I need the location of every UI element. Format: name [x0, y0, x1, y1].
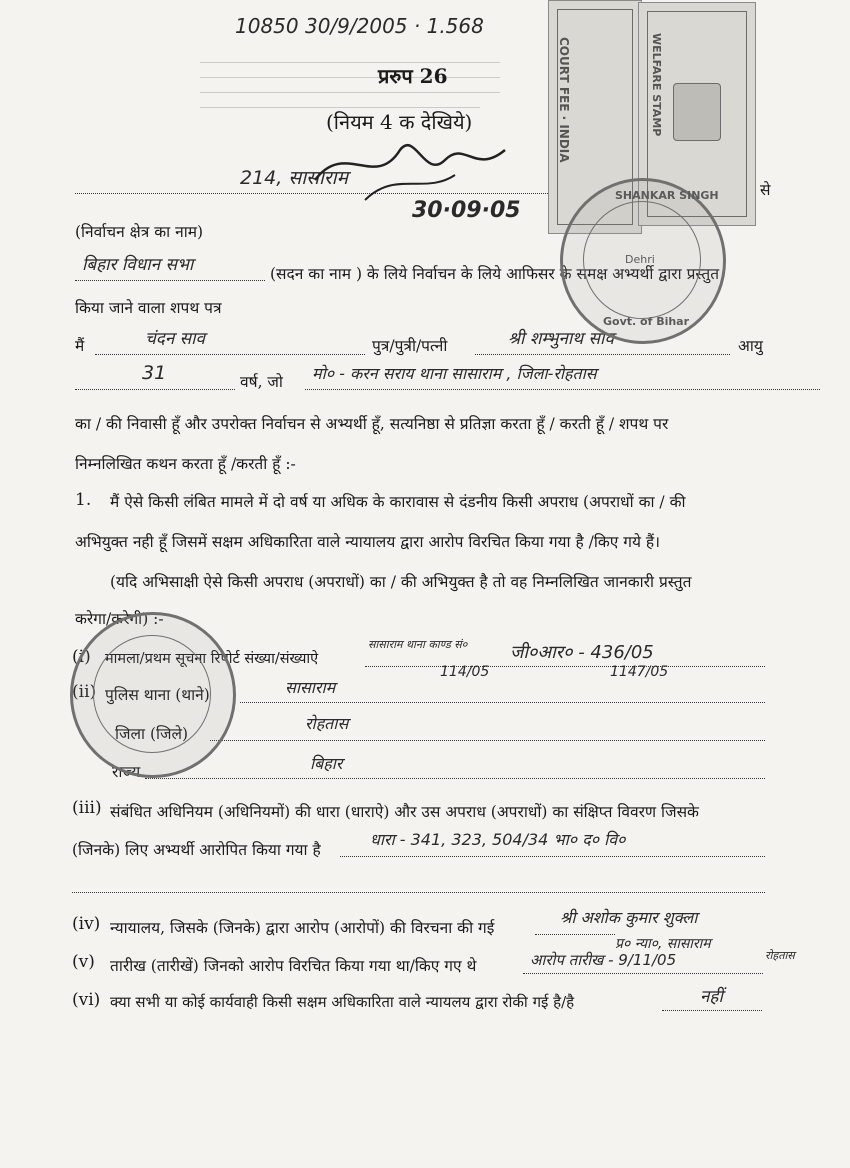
name-dotted-line	[95, 354, 365, 355]
address-value: मो० - करन सराय थाना सासाराम , जिला-रोहतास	[312, 364, 597, 383]
seal-text-mid: Dehri	[625, 253, 655, 266]
identity-line-3: का / की निवासी हूँ और उपरोक्त निर्वाचन से अभ्यर्थी हूँ, सत्यनिष्ठा से प्रतिज्ञा करता हूँ / करती हूँ / शपथ पर	[75, 415, 669, 433]
detail-v-label: तारीख (तारीखें) जिनको आरोप विरचित किया गया था/किए गए थे	[110, 957, 477, 975]
detail-iii-dotted-line-2	[72, 892, 765, 893]
item-1-number: 1.	[75, 490, 92, 510]
state-label: राज्य	[112, 763, 141, 781]
detail-ii-value: सासाराम	[285, 678, 336, 697]
detail-ii-dotted-line	[240, 702, 765, 703]
se-label: से	[760, 181, 771, 199]
item-1-condition-2: करेगा/करेगी) :-	[75, 610, 164, 628]
identity-line-4: निम्नलिखित कथन करता हूँ /करती हूँ :-	[75, 455, 296, 473]
detail-v-number: (v)	[72, 952, 95, 972]
detail-iii-line-1: संबंधित अधिनियम (अधिनियमों) की धारा (धाराऐ) और उस अपराध (अपराधों) का संक्षिप्त विवरण जिसके	[110, 803, 699, 821]
candidate-name: चंदन साव	[145, 329, 206, 349]
item-1-condition-1: (यदि अभिसाक्षी ऐसे किसी अपराध (अपराधों) का / की अभियुक्त है तो वह निम्नलिखित जानकारी प्रस्तुत	[110, 573, 692, 591]
detail-i-value-2b: 1147/05	[610, 664, 669, 680]
house-text-2: किया जाने वाला शपथ पत्र	[75, 299, 222, 317]
house-dotted-line	[75, 280, 265, 281]
address-dotted-line	[305, 389, 820, 390]
detail-iv-value-2: प्र० न्या०, सासाराम	[615, 936, 711, 952]
detail-iii-dotted-line	[340, 856, 765, 857]
detail-iv-value: श्री अशोक कुमार शुक्ला	[560, 908, 698, 927]
detail-ii-label: पुलिस थाना (थाने)	[105, 686, 210, 704]
official-seal-left	[70, 612, 236, 778]
district-value: रोहतास	[305, 714, 349, 733]
detail-iii-line-2: (जिनके) लिए अभ्यर्थी आरोपित किया गया है	[72, 841, 321, 859]
item-1-line-1: मैं ऐसे किसी लंबित मामले में दो वर्ष या अधिक के कारावास से दंडनीय किसी अपराध (अपराधों का / की	[110, 493, 686, 511]
rule-reference: (नियम 4 क देखिये)	[326, 110, 473, 134]
detail-vi-value: नहीं	[700, 987, 723, 1007]
detail-i-dotted-line	[365, 666, 765, 667]
court-fee-label: COURT FEE · INDIA	[557, 37, 571, 163]
house-text: (सदन का नाम ) के लिये निर्वाचन के लिये आफिसर के समक्ष अभ्यर्थी द्वारा प्रस्तुत	[270, 265, 720, 283]
detail-i-label: मामला/प्रथम सूचना रिपोर्ट संख्या/संख्याऐ	[105, 651, 319, 667]
house-value: बिहार विधान सभा	[82, 255, 194, 275]
district-label: जिला (जिले)	[115, 725, 189, 743]
district-dotted-line	[210, 740, 765, 741]
date-handwritten: 30·09·05	[412, 198, 521, 223]
detail-iv-label: न्यायालय, जिसके (जिनके) द्वारा आरोप (आरोपों) की विरचना की गई	[110, 919, 495, 937]
detail-vi-label: क्या सभी या कोई कार्यवाही किसी सक्षम अधिकारिता वाले न्यायलय द्वारा रोकी गई है/है	[110, 993, 575, 1011]
signature	[305, 120, 525, 210]
detail-vi-number: (vi)	[72, 990, 101, 1010]
years-label: वर्ष, जो	[240, 373, 283, 391]
detail-i-value-2: जी०आर० - 436/05	[510, 642, 654, 663]
state-value: बिहार	[310, 754, 343, 773]
official-seal-top	[560, 178, 726, 344]
detail-iv-number: (iv)	[72, 914, 101, 934]
detail-i-value-1b: 114/05	[440, 664, 490, 680]
item-1-line-2: अभियुक्त नही हूँ जिसमें सक्षम अधिकारिता वाले न्यायालय द्वारा आरोप विरचित किया गया है /किए गये हैं।	[75, 533, 661, 551]
detail-iv-dotted-line	[535, 934, 615, 935]
detail-i-value-1: सासाराम थाना काण्ड सं०	[368, 638, 468, 651]
serial-handwritten: 10850 30/9/2005 · 1.568	[235, 14, 484, 38]
detail-iii-number: (iii)	[72, 798, 102, 818]
state-dotted-line	[145, 778, 765, 779]
constituency-label: (निर्वाचन क्षेत्र का नाम)	[75, 223, 204, 241]
age-value: 31	[142, 362, 167, 384]
father-dotted-line	[475, 354, 730, 355]
relation-label: पुत्र/पुत्री/पत्नी	[372, 337, 448, 355]
detail-v-value: आरोप तारीख - 9/11/05	[530, 951, 677, 969]
detail-iv-value-3: रोहतास	[765, 949, 795, 962]
age-label: आयु	[738, 337, 763, 355]
form-title: प्ररुप 26	[378, 64, 448, 88]
detail-i-number: (i)	[72, 647, 91, 667]
detail-iii-value: धारा - 341, 323, 504/34 भा० द० वि०	[370, 830, 626, 849]
age-dotted-line	[75, 389, 235, 390]
main-label: मैं	[75, 337, 85, 355]
father-name: श्री शम्भुनाथ साव	[508, 329, 614, 349]
seal-text-bottom: Govt. of Bihar	[603, 315, 690, 328]
detail-vi-dotted-line	[662, 1010, 762, 1011]
welfare-label: WELFARE STAMP	[650, 33, 663, 137]
seal-text-top: SHANKAR SINGH	[615, 189, 719, 202]
detail-v-dotted-line	[523, 973, 763, 974]
detail-ii-number: (ii)	[72, 682, 97, 702]
constituency-number-handwritten: 214, सासाराम	[240, 167, 348, 189]
